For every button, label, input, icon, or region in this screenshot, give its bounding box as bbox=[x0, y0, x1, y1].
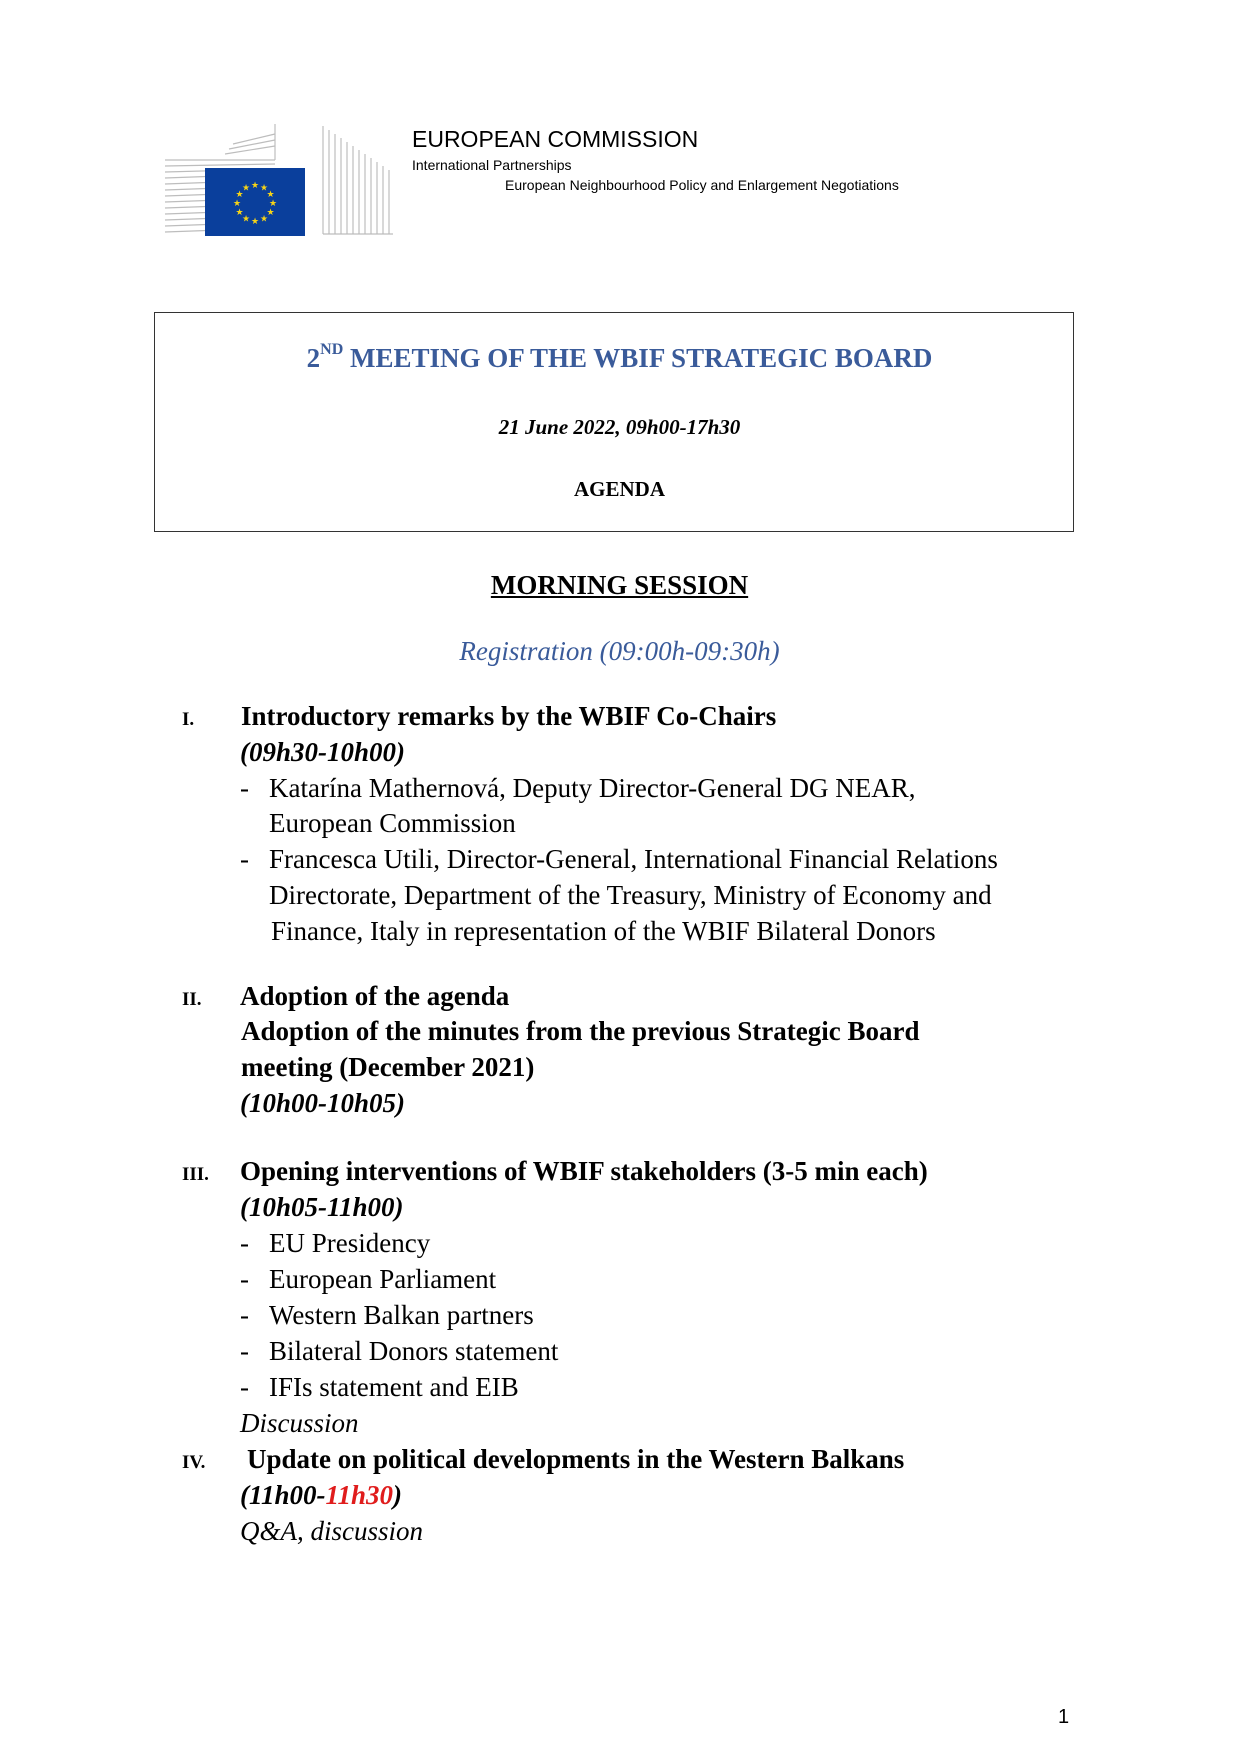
svg-text:★: ★ bbox=[266, 208, 275, 218]
page-number: 1 bbox=[1058, 1706, 1070, 1728]
department-name: International Partnerships bbox=[412, 157, 572, 173]
svg-text:★: ★ bbox=[268, 199, 278, 209]
item-heading: Update on political developments in the Western Balkans bbox=[247, 1444, 905, 1474]
speaker-item-continuation: European Commission bbox=[269, 808, 516, 838]
svg-text:★: ★ bbox=[259, 183, 269, 194]
agenda-label: AGENDA bbox=[573, 477, 665, 501]
directorate-name: European Neighbourhood Policy and Enlargement Negotiations bbox=[505, 177, 899, 193]
item-heading: Introductory remarks by the WBIF Co-Chairs bbox=[241, 701, 777, 731]
item-heading: Adoption of the agenda bbox=[240, 981, 510, 1011]
item-note: Q&A, discussion bbox=[240, 1516, 424, 1546]
svg-text:★: ★ bbox=[266, 190, 275, 200]
item-numeral: IV. bbox=[182, 1452, 206, 1473]
speaker-item-continuation: Finance, Italy in representation of the WBIF Bilateral Donors bbox=[271, 916, 936, 946]
session-title: MORNING SESSION bbox=[490, 570, 749, 600]
meeting-title bbox=[0, 343, 1239, 374]
svg-text:★: ★ bbox=[232, 199, 242, 209]
item-numeral: I. bbox=[182, 709, 195, 730]
svg-text:★: ★ bbox=[259, 214, 269, 225]
item-time: (10h00-10h05) bbox=[240, 1088, 406, 1118]
svg-text:★: ★ bbox=[235, 190, 244, 200]
registration-time: Registration (09:00h-09:30h) bbox=[459, 636, 780, 666]
highlighted-time: 11h30 bbox=[325, 1480, 394, 1510]
item-note: Discussion bbox=[240, 1408, 359, 1438]
svg-text:★: ★ bbox=[241, 183, 251, 194]
svg-text:★: ★ bbox=[250, 217, 260, 227]
organization-name: EUROPEAN COMMISSION bbox=[412, 126, 699, 152]
speaker-item-continuation: Directorate, Department of the Treasury, Ministry of Economy and bbox=[269, 880, 992, 910]
svg-text:★: ★ bbox=[250, 181, 260, 191]
item-time: (09h30-10h00) bbox=[240, 737, 406, 767]
item-numeral: III. bbox=[182, 1164, 209, 1185]
title-ordinal: 2 bbox=[306, 343, 321, 373]
item-heading: Opening interventions of WBIF stakeholders (3-5 min each) bbox=[240, 1156, 928, 1186]
commission-logo bbox=[163, 124, 395, 238]
title-text: MEETING OF THE WBIF STRATEGIC BOARD bbox=[343, 343, 933, 373]
item-numeral: II. bbox=[182, 989, 202, 1010]
svg-text:★: ★ bbox=[241, 214, 251, 225]
item-subheading: Adoption of the minutes from the previous Strategic Board bbox=[241, 1016, 920, 1046]
meeting-date: 21 June 2022, 09h00-17h30 bbox=[498, 415, 741, 439]
item-time: (10h05-11h00) bbox=[240, 1192, 404, 1222]
item-subheading: meeting (December 2021) bbox=[241, 1052, 535, 1082]
title-ordinal-suffix: ND bbox=[320, 341, 344, 358]
svg-text:★: ★ bbox=[235, 208, 244, 218]
item-time: (11h00-11h30) bbox=[240, 1480, 403, 1510]
